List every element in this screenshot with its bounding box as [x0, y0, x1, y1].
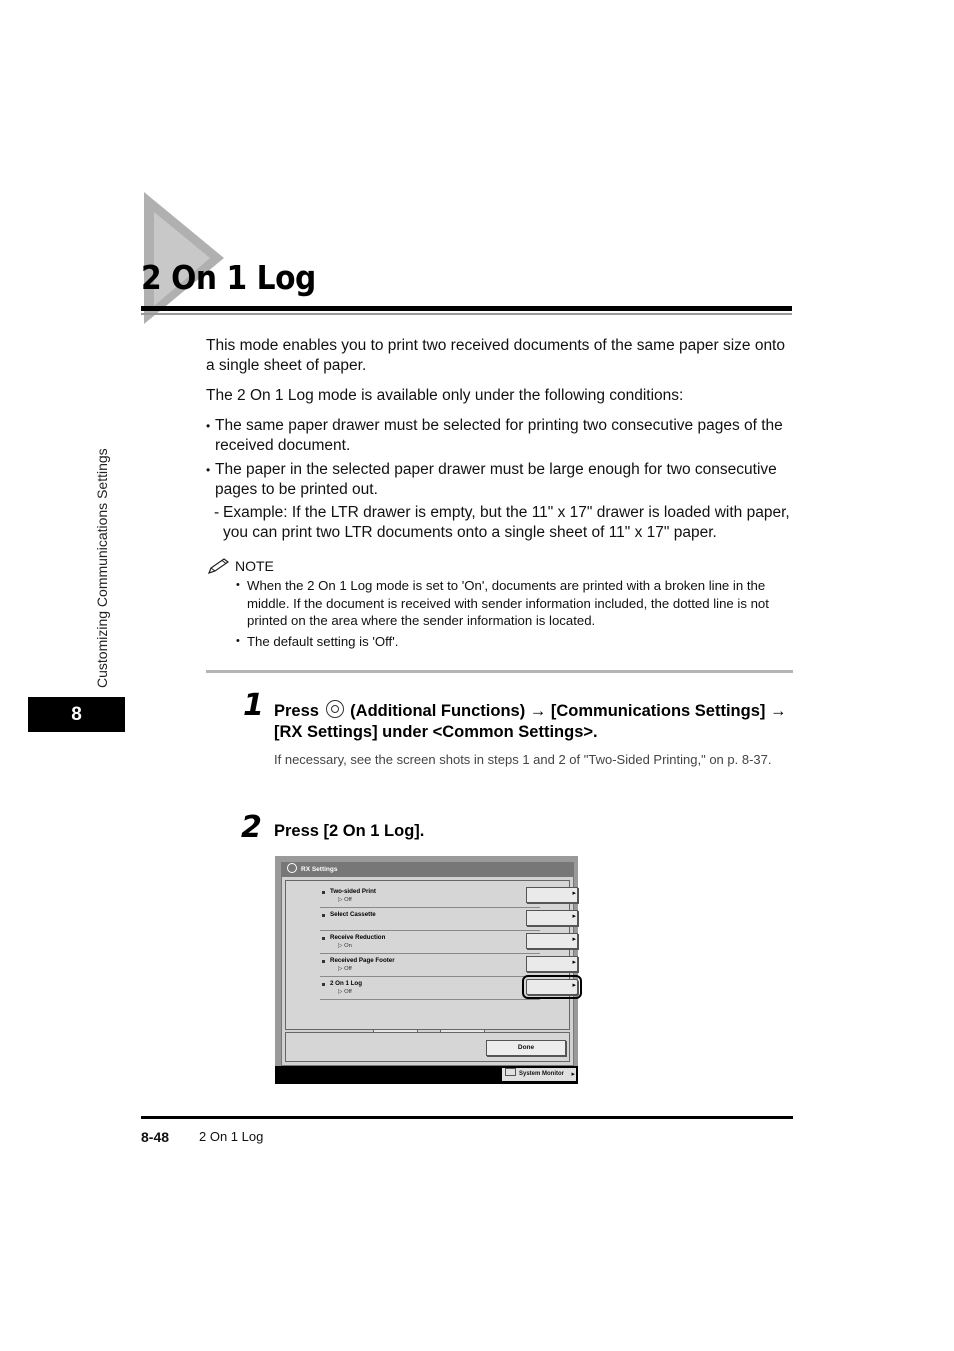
bullet-icon [322, 937, 325, 940]
select-cassette-button[interactable] [526, 910, 578, 926]
screen-status-bar [275, 1066, 578, 1084]
setting-row-receive-reduction [320, 931, 540, 954]
screen-title: RX Settings [301, 866, 338, 873]
screen-action-bar [285, 1032, 570, 1062]
setting-label: 2 On 1 Log [330, 980, 362, 987]
pencil-icon [207, 557, 231, 575]
example-item: - Example: If the LTR drawer is empty, but the 11" x 17" drawer is loaded with paper, you can print two LTR documents onto a single sheet of 11" x 17" paper. [214, 503, 813, 543]
setting-row-received-page-footer [320, 954, 540, 977]
screen-window [281, 862, 574, 1066]
setting-label: Received Page Footer [330, 957, 395, 964]
step-subtext: If necessary, see the screen shots in steps 1 and 2 of "Two-Sided Printing," on p. 8-37. [274, 752, 772, 767]
receive-reduction-button[interactable] [526, 933, 578, 949]
footer-title: 2 On 1 Log [199, 1129, 264, 1144]
setting-value-text: Off [344, 897, 352, 903]
condition-bullet: • The same paper drawer must be selected for printing two consecutive pages of the received document. [206, 416, 805, 456]
setting-label: Two-sided Print [330, 888, 376, 895]
setting-value: ▷ Off [338, 897, 352, 903]
condition-bullet: • The paper in the selected paper drawer must be large enough for two consecutive pages to be printed out. [206, 460, 805, 500]
system-monitor-button[interactable] [502, 1068, 576, 1081]
step-instruction: Press [2 On 1 Log]. [274, 822, 425, 840]
conditions-paragraph: The 2 On 1 Log mode is available only under the following conditions: [206, 387, 684, 404]
setting-row-select-cassette [320, 908, 540, 931]
setting-value-text: Off [344, 966, 352, 972]
settings-icon [287, 863, 297, 873]
title-rule-shadow [141, 313, 792, 315]
step-number: 2 [241, 810, 262, 845]
settings-list [285, 880, 570, 1030]
step-text: Press [274, 702, 319, 720]
page-number: 8-48 [141, 1129, 170, 1145]
received-page-footer-button[interactable] [526, 956, 578, 972]
done-button[interactable]: Done [486, 1040, 566, 1056]
section-divider [206, 670, 793, 673]
setting-value-text: Off [344, 989, 352, 995]
note-item: • When the 2 On 1 Log mode is set to 'On', documents are printed with a broken line in the middle. If the document is received with sender information included, the dotted line is not printed on the area where the sender information is located. [236, 577, 805, 630]
chapter-tab: 8 [28, 697, 125, 732]
setting-value-text: On [344, 943, 352, 949]
step-number: 1 [243, 688, 264, 723]
setting-row-two-sided-print [320, 885, 540, 908]
note-label: NOTE [235, 558, 274, 574]
setting-value: ▷ Off [338, 989, 352, 995]
page-title: 2 On 1 Log [141, 258, 316, 297]
bullet-icon [322, 983, 325, 986]
system-monitor-label: System Monitor [519, 1071, 565, 1077]
bullet-icon [322, 914, 325, 917]
step-instruction [274, 700, 794, 743]
rx-settings-screenshot [275, 856, 578, 1084]
screen-titlebar [282, 863, 573, 877]
bullet-icon [322, 960, 325, 963]
setting-label: Select Cassette [330, 911, 376, 918]
setting-label: Receive Reduction [330, 934, 386, 941]
note-item: • The default setting is 'Off'. [236, 633, 805, 651]
setting-value: ▷ Off [338, 966, 352, 972]
footer-rule [141, 1116, 793, 1119]
intro-paragraph: This mode enables you to print two received documents of the same paper size onto a single sheet of paper. [206, 337, 785, 374]
setting-row-2-on-1-log [320, 977, 540, 1000]
two-sided-print-button[interactable] [526, 887, 578, 903]
additional-functions-icon [326, 700, 344, 718]
chapter-side-label: Customizing Communications Settings [94, 448, 110, 688]
2-on-1-log-button[interactable] [526, 979, 578, 995]
step-text: (Additional Functions) → [Communications Settings] → [RX Settings] under <Common Settings>. [274, 702, 787, 741]
title-rule [141, 306, 792, 311]
monitor-icon [505, 1068, 516, 1076]
setting-value: ▷ On [338, 943, 352, 949]
bullet-icon [322, 891, 325, 894]
